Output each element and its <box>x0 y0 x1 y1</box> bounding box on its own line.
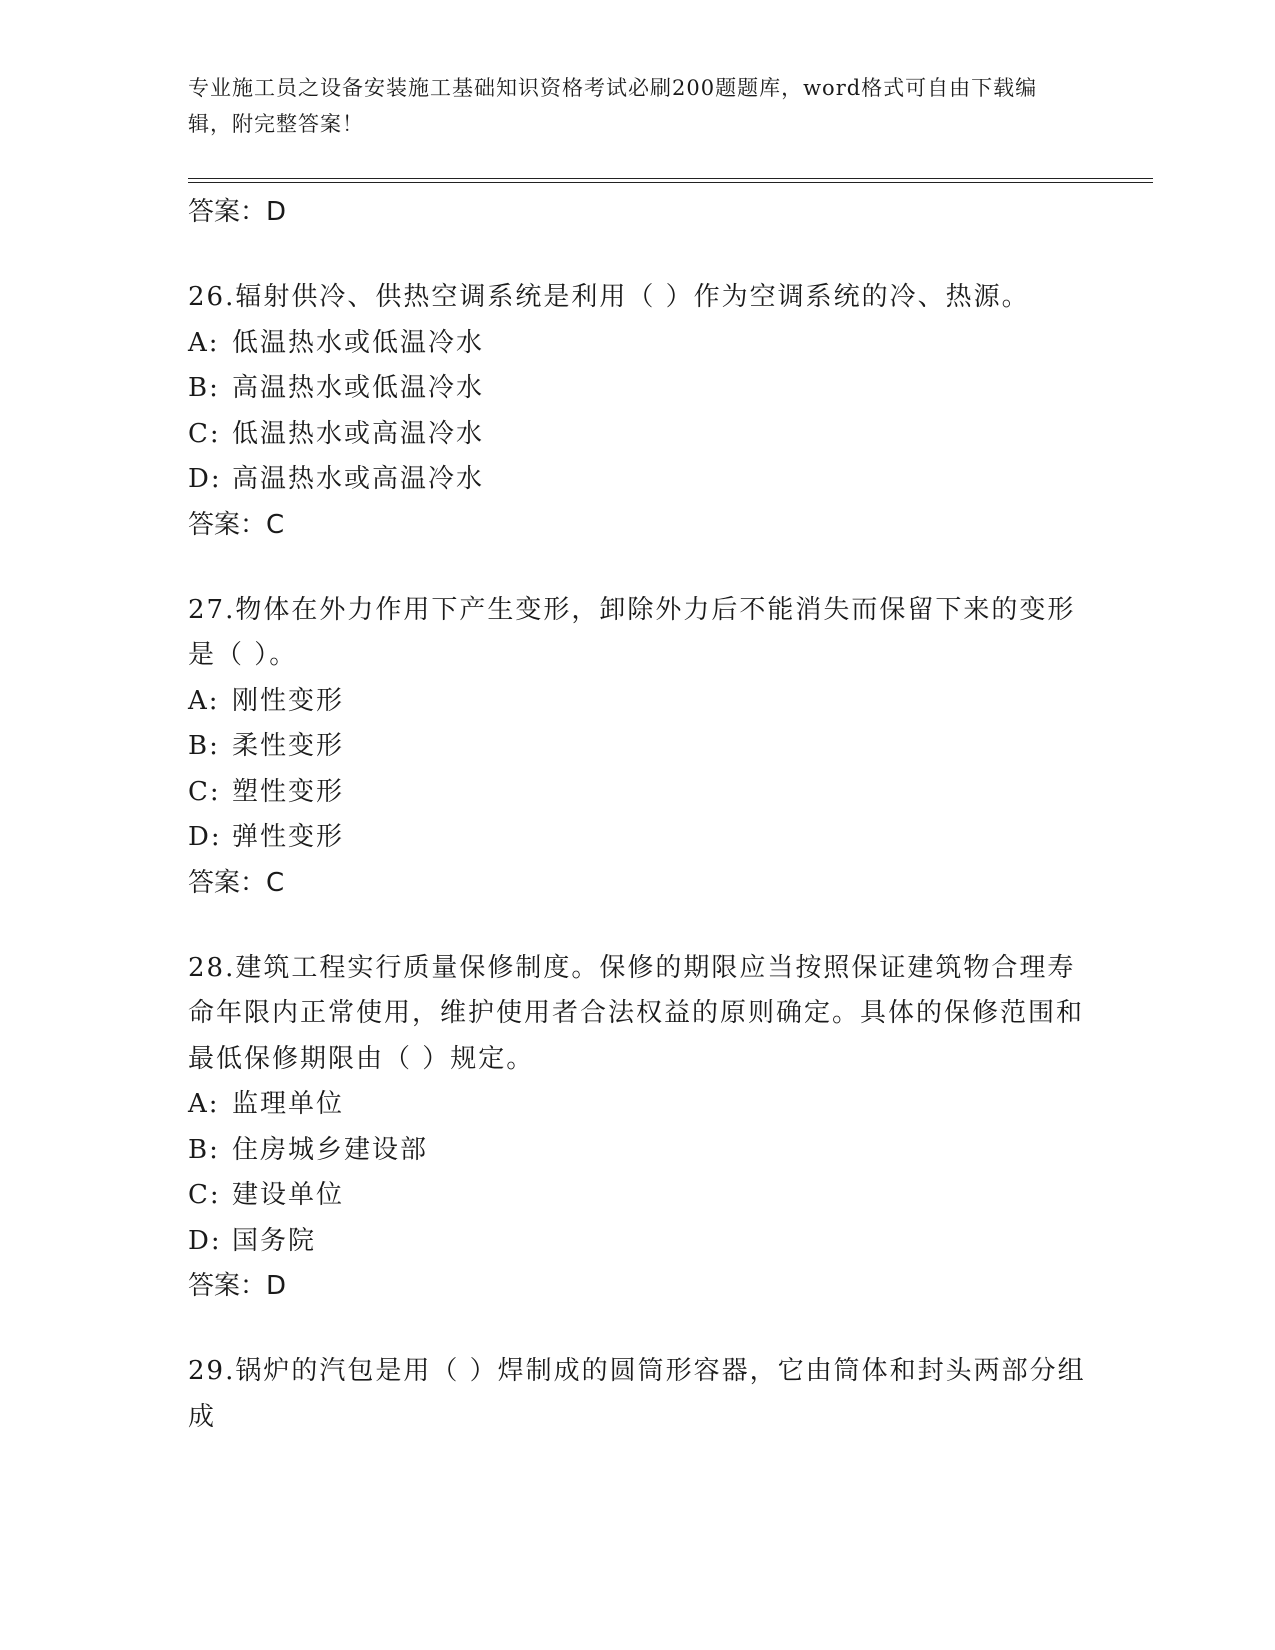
option-letter: B: <box>188 373 220 403</box>
header-divider <box>188 178 1153 183</box>
question-26 <box>188 275 1088 547</box>
option-c <box>188 412 1088 458</box>
answer-label: 答案：D <box>188 197 287 227</box>
option-text: 高温热水或低温冷水 <box>232 373 485 403</box>
option-text: 高温热水或高温冷水 <box>232 464 485 494</box>
option-letter: D: <box>188 464 222 494</box>
option-letter: C: <box>188 1180 221 1210</box>
option-text: 弹性变形 <box>232 822 345 852</box>
answer-label: 答案：C <box>188 867 285 898</box>
option-letter: D: <box>188 822 222 852</box>
option-a <box>188 1082 1088 1128</box>
option-letter: C: <box>188 418 221 449</box>
question-27 <box>188 588 1088 905</box>
question-text: 29.锅炉的汽包是用（ ）焊制成的圆筒形容器，它由筒体和封头两部分组成 <box>188 1356 1086 1432</box>
answer-label: 答案：D <box>188 1271 287 1301</box>
option-text: 柔性变形 <box>232 731 345 761</box>
option-d <box>188 457 1088 503</box>
question-text: 27.物体在外力作用下产生变形，卸除外力后不能消失而保留下来的变形是（ ）。 <box>188 594 1076 670</box>
option-text: 塑性变形 <box>232 776 345 807</box>
option-letter: B: <box>188 731 220 761</box>
option-letter: A: <box>188 1089 220 1119</box>
option-text: 建设单位 <box>232 1180 345 1210</box>
answer-label: 答案：C <box>188 509 285 540</box>
question-list <box>188 190 1088 1481</box>
option-letter: A: <box>188 685 220 716</box>
option-text: 住房城乡建设部 <box>232 1134 429 1165</box>
option-text: 低温热水或低温冷水 <box>232 327 485 358</box>
option-text: 刚性变形 <box>232 685 345 716</box>
option-b <box>188 366 1088 412</box>
option-letter: A: <box>188 327 220 358</box>
option-letter: B: <box>188 1134 220 1165</box>
document-header: 专业施工员之设备安装施工基础知识资格考试必刷200题题库，word格式可自由下载编辑，附完整答案！ <box>188 76 1038 136</box>
question-29 <box>188 1349 1088 1440</box>
option-b <box>188 1128 1088 1174</box>
option-letter: D: <box>188 1225 222 1256</box>
option-letter: C: <box>188 776 221 807</box>
option-c <box>188 770 1088 816</box>
option-c <box>188 1173 1088 1219</box>
option-d <box>188 1219 1088 1265</box>
option-text: 低温热水或高温冷水 <box>232 418 485 449</box>
option-d <box>188 815 1088 861</box>
question-text: 26.辐射供冷、供热空调系统是利用（ ）作为空调系统的冷、热源。 <box>188 282 1030 312</box>
question-28 <box>188 946 1088 1309</box>
option-a <box>188 321 1088 367</box>
option-b <box>188 724 1088 770</box>
option-a <box>188 679 1088 725</box>
option-text: 监理单位 <box>232 1089 345 1119</box>
option-text: 国务院 <box>232 1225 317 1256</box>
question-text: 28.建筑工程实行质量保修制度。保修的期限应当按照保证建筑物合理寿命年限内正常使用，维护使用者合法权益的原则确定。具体的保修范围和最低保修期限由（ ）规定。 <box>188 952 1085 1074</box>
